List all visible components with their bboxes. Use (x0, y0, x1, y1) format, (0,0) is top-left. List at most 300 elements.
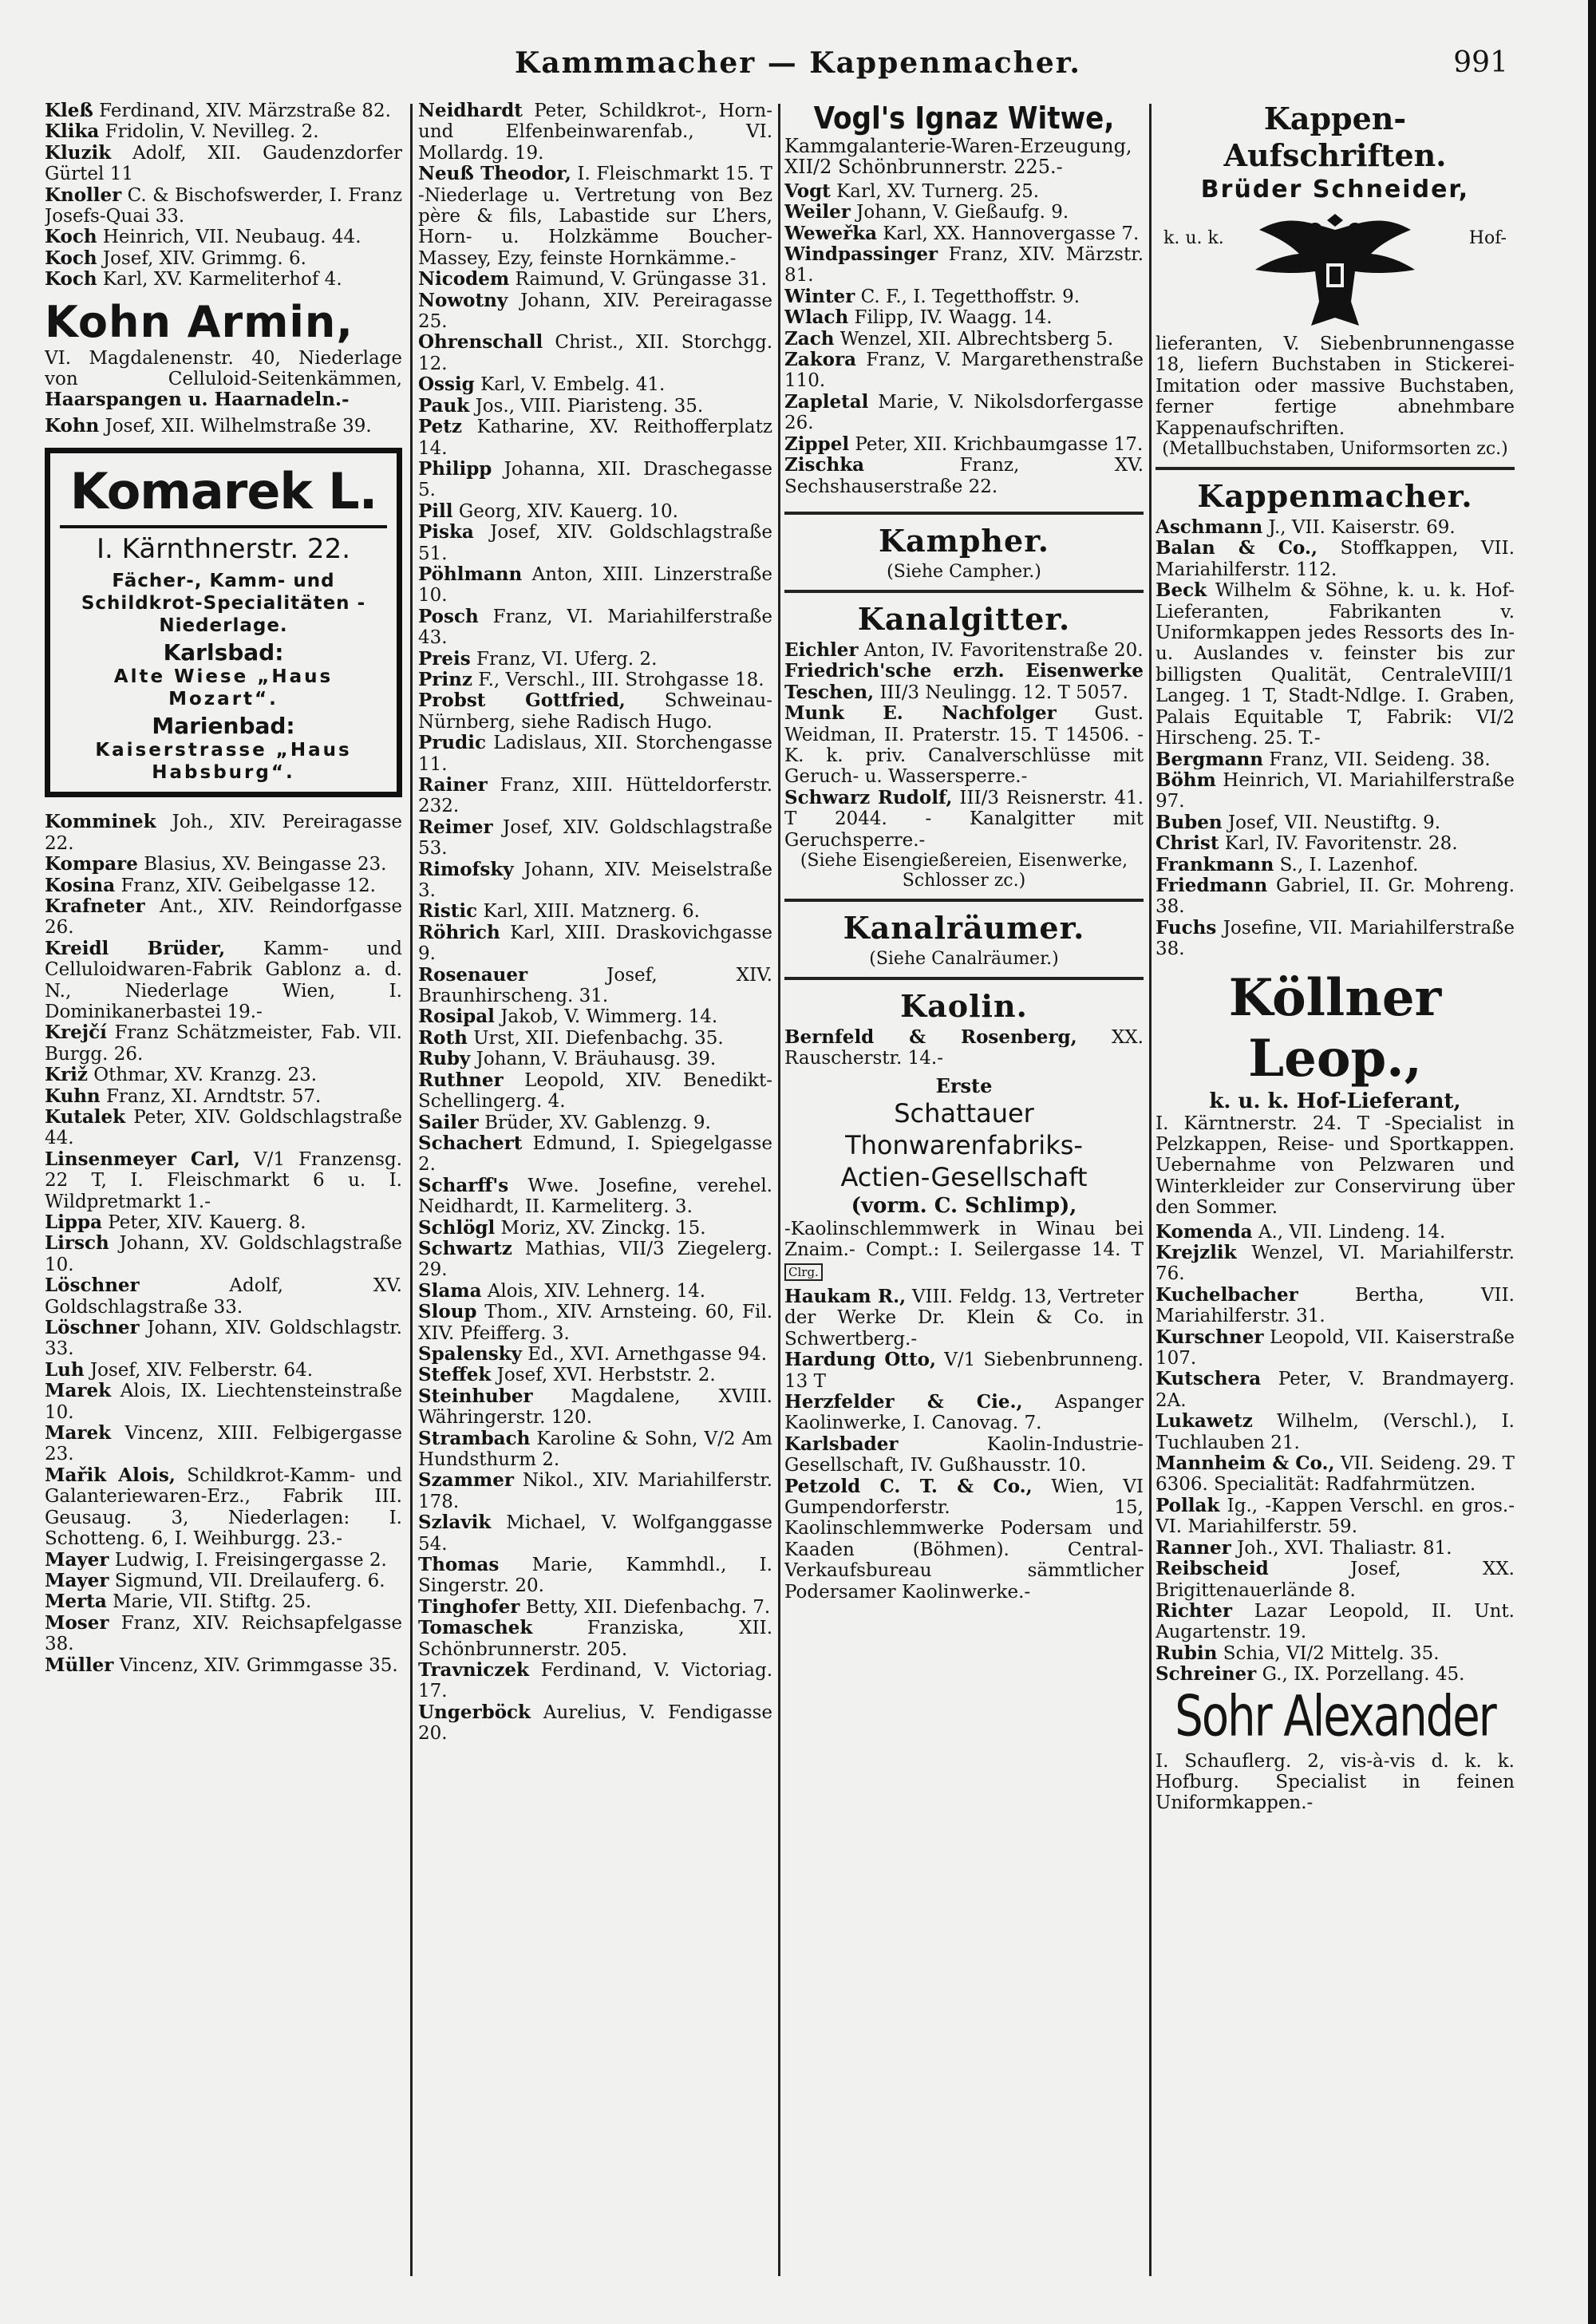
entry-text: Christ., XII. Storchgg. 12. (418, 332, 772, 374)
entry-text: Heinrich, VI. Mariahilferstraße 97. (1156, 769, 1515, 812)
entry-text: Josef, XIV. Felberstr. 64. (89, 1359, 314, 1381)
entry-name: Marek (45, 1422, 112, 1445)
section-title-kappenmacher: Kappenmacher. (1197, 478, 1473, 515)
directory-entry (1156, 1369, 1515, 1411)
directory-entry (45, 1655, 402, 1676)
entry-name: Strambach (418, 1427, 531, 1449)
entry-text: Marie, Kammhdl., I. Singerstr. 20. (418, 1555, 772, 1597)
entry-name: Hardung Otto, (784, 1349, 936, 1371)
entry-text: J., VII. Kaiserstr. 69. (1268, 517, 1456, 539)
entry-name: Löschner (45, 1317, 140, 1339)
entry-name: Reibscheid (1156, 1558, 1269, 1580)
entry-text: Lazar Leopold, II. Unt. Augartenstr. 19. (1156, 1600, 1515, 1643)
ad-line: Schildkrot-Specialitäten - Niederlage. (81, 593, 366, 637)
directory-entry (418, 649, 772, 670)
column-rule (778, 104, 780, 2276)
entry-name: Zapletal (784, 390, 869, 413)
directory-entry (418, 1218, 772, 1239)
directory-entry (418, 1176, 772, 1218)
entry-text: Wwe. Josefine, verehel. Neidhardt, II. Karmeliterg. 3. (418, 1175, 772, 1218)
entry-text: III/3 Reisnerstr. 41. T 2044. - Kanalgitter mit Geruchsperre.- (784, 787, 1144, 851)
directory-entry (45, 1022, 402, 1065)
directory-entry (1156, 855, 1515, 875)
entry-text: Nikol., XIV. Mariahilferstr. 178. (418, 1470, 772, 1512)
entry-text: VII. Seideng. 29. T 6306. Specialität: Radfahrmützen. (1156, 1453, 1515, 1496)
entry-list (45, 101, 402, 290)
directory-entry (1156, 812, 1515, 833)
entry-text: Peter, XIV. Goldschlagstraße 44. (45, 1106, 402, 1149)
directory-entry (418, 1386, 772, 1429)
entry-text: Schildkrot-Kamm- und Galanteriewaren-Erz., Fabrik III. Geusaug. 3, Niederlagen: I. Schotteng. 6, I. Weihburgg. 23.- (45, 1464, 402, 1550)
directory-entry (45, 101, 402, 121)
directory-entry (1156, 770, 1515, 812)
entry-text: Franz, XI. Arndtstr. 57. (105, 1085, 322, 1107)
entry-name: Ranner (1156, 1536, 1231, 1559)
entry-name: Bergmann (1156, 748, 1263, 770)
entry-name: Löschner (45, 1275, 140, 1297)
directory-entry (418, 1429, 772, 1471)
entry-name: Komminek (45, 811, 156, 833)
entry-text: Karl, XV. Turnerg. 25. (836, 180, 1040, 202)
directory-entry (418, 1049, 772, 1069)
entry-name: Neidhardt (418, 101, 523, 121)
ad-line: (vorm. C. Schlimp), (851, 1193, 1077, 1218)
entry-text: Fridolin, V. Nevilleg. 2. (105, 121, 319, 143)
entry-name: Mayer (45, 1569, 109, 1591)
directory-entry (45, 1360, 402, 1381)
directory-entry (1156, 1664, 1515, 1685)
directory-entry (418, 501, 772, 522)
entry-text: Franz, VI. Uferg. 2. (476, 648, 658, 670)
entry-text: Joh., XVI. Thaliastr. 81. (1237, 1537, 1452, 1559)
ad-firm-name: Brüder Schneider, (1200, 176, 1470, 204)
section-note: (Siehe Campher.) (887, 561, 1041, 582)
entry-text: Ferdinand, XIV. Märzstraße 82. (99, 101, 391, 121)
entry-name: Steinhuber (418, 1385, 533, 1407)
ad-hof: Hof- (1468, 228, 1507, 248)
entry-text: Vincenz, XIII. Felbigergasse 23. (45, 1423, 402, 1465)
directory-entry (45, 1465, 402, 1550)
entry-name: Zippel (784, 433, 850, 455)
entry-text: F., Verschl., III. Strohgasse 18. (478, 669, 764, 690)
kohn-armin-ad (45, 297, 402, 411)
entry-list (45, 812, 402, 1676)
entry-name: Slama (418, 1279, 482, 1302)
entry-list (784, 1286, 1144, 1603)
directory-entry (45, 416, 402, 437)
entry-text: Gust. Weidman, II. Praterstr. 15. T 14506. - K. k. priv. Canalverschlüsse mit Geruch- u. Wassersperre.- (784, 703, 1144, 788)
ad-note: (Metallbuchstaben, Uniformsorten zc.) (1162, 439, 1508, 460)
entry-text: Johann, XIV. Meiselstraße 3. (418, 859, 772, 902)
entry-text: Alois, IX. Liechtensteinstraße 10. (45, 1381, 402, 1423)
directory-entry (418, 923, 772, 965)
entry-name: Szammer (418, 1469, 514, 1492)
entry-text: Josef, XII. Wilhelmstraße 39. (105, 415, 372, 437)
entry-name: Linsenmeyer Carl, (45, 1148, 240, 1170)
entry-name: Friedmann (1156, 874, 1268, 896)
directory-entry (418, 1555, 772, 1597)
ad-city-text: Alte Wiese „Haus Mozart“. (113, 666, 334, 710)
entry-name: Merta (45, 1591, 107, 1613)
entry-name: Haukam R., (784, 1286, 907, 1307)
entry-text: Karl, XIII. Draskovichgasse 9. (418, 922, 772, 965)
entry-text: Karl, XIII. Matznerg. 6. (483, 901, 700, 923)
directory-entry (418, 607, 772, 649)
entry-name: Scharff's (418, 1174, 509, 1196)
directory-entry (1156, 1643, 1515, 1664)
entry-name: Pollak (1156, 1494, 1220, 1516)
ad-firm-name: Köllner Leop., (1228, 967, 1442, 1089)
directory-entry (1156, 918, 1515, 960)
entry-text: Heinrich, VII. Neubaug. 44. (102, 227, 361, 248)
directory-entry (1156, 1559, 1515, 1601)
entry-text: Johann, XV. Goldschlagstraße 10. (45, 1233, 402, 1275)
directory-entry (418, 775, 772, 817)
ad-line: Schattauer Thonwarenfabriks- (845, 1097, 1083, 1160)
entry-name: Schachert (418, 1132, 523, 1154)
directory-entry (1156, 1411, 1515, 1453)
entry-text: Moriz, XV. Zinckg. 15. (500, 1217, 706, 1239)
entry-name: Kosina (45, 874, 116, 896)
entry-text: Schia, VI/2 Mittelg. 35. (1223, 1642, 1440, 1664)
directory-entry (45, 1318, 402, 1360)
directory-entry (1156, 749, 1515, 770)
entry-name: Kohn (45, 414, 100, 437)
entry-name: Pöhlmann (418, 563, 523, 585)
entry-text: Raimund, V. Grüngasse 31. (515, 269, 767, 290)
ad-firm-name: Sohr Alexander (1175, 1684, 1495, 1749)
directory-entry (418, 374, 772, 395)
section-title-kaolin: Kaolin. (900, 987, 1028, 1024)
sohr-ad (1156, 1684, 1515, 1814)
entry-name: Prinz (418, 668, 472, 690)
entry-text: Josefine, VII. Mariahilferstraße 38. (1156, 917, 1515, 960)
entry-name: Bernfeld & Rosenberg, (784, 1026, 1077, 1048)
entry-text: Sigmund, VII. Dreilauferg. 6. (114, 1570, 385, 1591)
ad-kuk: k. u. k. (1163, 228, 1224, 248)
entry-text: Aspanger Kaolinwerke, I. Canovag. 7. (784, 1392, 1144, 1434)
ad-city: Karlsbad: (163, 639, 284, 666)
entry-name: Lippa (45, 1211, 102, 1233)
entry-text: Othmar, XV. Kranzg. 23. (93, 1065, 318, 1086)
entry-text: Leopold, XIV. Benedikt-Schellingerg. 4. (418, 1069, 772, 1113)
entry-name: Krafneter (45, 895, 145, 917)
entry-name: Nowotny (418, 289, 508, 311)
entry-name: Vogt (784, 180, 831, 202)
directory-entry (418, 1597, 772, 1618)
entry-name: Petzold C. T. & Co., (784, 1475, 1033, 1497)
entry-text: Franz, V. Margarethenstraße 110. (784, 350, 1144, 392)
entry-text: Mathias, VII/3 Ziegelerg. 29. (418, 1238, 772, 1281)
directory-entry (418, 1302, 772, 1344)
entry-name: Mannheim & Co., (1156, 1452, 1335, 1475)
entry-name: Ruby (418, 1048, 471, 1070)
entry-name: Zischka (784, 454, 865, 476)
entry-text: Anton, IV. Favoritenstraße 20. (863, 639, 1144, 661)
entry-text: Marie, V. Nikolsdorfergasse 26. (784, 391, 1144, 434)
directory-entry (418, 1113, 772, 1133)
entry-name: Sailer (418, 1111, 479, 1133)
entry-text: Magdalene, XVIII. Währingerstr. 120. (418, 1385, 772, 1429)
entry-name: Sloup (418, 1301, 477, 1323)
directory-entry (45, 1591, 402, 1612)
entry-list (1156, 1222, 1515, 1686)
entry-text: Franziska, XII. Schönbrunnerstr. 205. (418, 1618, 772, 1660)
double-headed-eagle-icon (1243, 206, 1427, 334)
directory-entry (784, 434, 1144, 455)
entry-name: Pill (418, 500, 453, 522)
directory-entry (418, 670, 772, 690)
section-divider (784, 512, 1144, 515)
entry-list (784, 1027, 1144, 1069)
entry-name: Szlavik (418, 1512, 492, 1534)
ad-erste: Erste (935, 1073, 993, 1097)
ad-city-text: Kaiserstrasse „Haus Habsburg“. (95, 740, 352, 784)
entry-text: Peter, V. Brandmayerg. 2A. (1156, 1369, 1515, 1411)
entry-name: Wlach (784, 306, 849, 329)
entry-text: A., VII. Lindeng. 14. (1258, 1221, 1446, 1243)
entry-text: Josef, XIV. Braunhirscheng. 31. (418, 964, 772, 1007)
entry-name: Nicodem (418, 268, 510, 290)
entry-name: Rimofsky (418, 858, 514, 880)
directory-entry (45, 896, 402, 939)
directory-entry (418, 1028, 772, 1049)
directory-entry (418, 417, 772, 459)
entry-text: Thom., XIV. Arnsteing. 60, Fil. XIV. Pfeifferg. 3. (418, 1302, 772, 1344)
entry-name: Preis (418, 647, 471, 670)
ad-text: lieferanten, V. Siebenbrunnengasse 18, liefern Buchstaben in Stickerei-Imitation oder massive Buchstaben, ferner fertige abnehmbare Kappenaufschriften. (1156, 334, 1515, 439)
entry-text: Anton, XIII. Linzerstraße 10. (418, 563, 772, 607)
entry-name: Kurschner (1156, 1326, 1264, 1348)
entry-text: Wenzel, VI. Mariahilferstr. 76. (1156, 1243, 1515, 1285)
entry-text: Betty, XII. Diefenbachg. 7. (525, 1596, 771, 1618)
entry-name: Knoller (45, 184, 122, 206)
entry-name: Aschmann (1156, 516, 1263, 539)
directory-entry (45, 1212, 402, 1233)
entry-list (784, 181, 1144, 497)
directory-entry (418, 1006, 772, 1027)
directory-entry (45, 939, 402, 1023)
directory-entry (418, 965, 772, 1007)
kappen-aufschriften-ad (1156, 101, 1515, 459)
directory-entry (1156, 1222, 1515, 1243)
entry-name: Kleß (45, 101, 93, 121)
entry-text: Alois, XIV. Lehnerg. 14. (487, 1280, 706, 1302)
section-title-kampher: Kampher. (879, 522, 1049, 559)
directory-entry (418, 1702, 772, 1745)
entry-name: Kutschera (1156, 1368, 1262, 1390)
directory-entry (418, 564, 772, 607)
entry-name: Schreiner (1156, 1663, 1257, 1686)
directory-entry (45, 812, 402, 854)
entry-text: Ed., XVI. Arnethgasse 94. (527, 1343, 768, 1365)
ad-text: -Kaolinschlemmwerk in Winau bei Znaim.- Compt.: I. Seilergasse 14. T (784, 1218, 1144, 1261)
directory-entry (45, 227, 402, 247)
entry-name: Mayer (45, 1548, 109, 1571)
directory-entry (1156, 1538, 1515, 1559)
entry-text: Katharine, XV. Reithofferplatz 14. (418, 417, 772, 459)
directory-entry (418, 290, 772, 333)
ad-text: VI. Magdalenenstr. 40, Niederlage von Celluloid-Seitenkämmen, (45, 347, 402, 390)
directory-entry (45, 143, 402, 185)
entry-text: Josef, XIV. Grimmg. 6. (102, 247, 306, 269)
entry-text: Franz, XV. Sechshauserstraße 22. (784, 455, 1144, 497)
directory-entry (45, 1423, 402, 1465)
ad-text: Kammgalanterie-Waren-Erzeugung, XII/2 Schönbrunnerstr. 225.- (784, 135, 1132, 179)
directory-entry (784, 703, 1144, 788)
entry-text: Franz, XIV. Geibelgasse 12. (120, 875, 376, 896)
entry-text: Blasius, XV. Beingasse 23. (144, 854, 387, 875)
ad-text: I. Schauflerg. 2, vis-à-vis d. k. k. Hofburg. Specialist in feinen Uniformkappen.- (1156, 1750, 1515, 1814)
entry-text: Josef, XX. Brigittenauerlände 8. (1156, 1559, 1515, 1601)
directory-entry (418, 1470, 772, 1512)
entry-name: Richter (1156, 1599, 1232, 1622)
clearing-badge: Clrg. (784, 1263, 823, 1281)
entry-name: Klika (45, 121, 100, 143)
entry-name: Weiler (784, 201, 851, 223)
entry-name: Roth (418, 1026, 468, 1049)
directory-entry (1156, 538, 1515, 580)
directory-entry (784, 392, 1144, 434)
entry-text: Karoline & Sohn, V/2 Am Hundsthurm 2. (418, 1428, 772, 1470)
entry-name: Ossig (418, 374, 475, 396)
directory-entry (784, 181, 1144, 202)
entry-name: Karlsbader (784, 1433, 899, 1455)
entry-text: Josef, XIV. Goldschlagstraße 51. (418, 522, 772, 564)
directory-entry (418, 1618, 772, 1660)
schattau-ad (784, 1074, 1144, 1282)
entry-name: Krejzlik (1156, 1242, 1237, 1263)
entry-text: Schweinau-Nürnberg, siehe Radisch Hugo. (418, 690, 772, 733)
entry-list (784, 640, 1144, 851)
page-header (0, 43, 1596, 91)
entry-text: Georg, XIV. Kauerg. 10. (458, 500, 678, 522)
entry-name: Ohrenschall (418, 331, 543, 354)
entry-name: Steffek (418, 1364, 492, 1386)
entry-text: Josef, VII. Neustiftg. 9. (1227, 812, 1441, 833)
entry-name: Thomas (418, 1554, 500, 1576)
directory-entry (1156, 833, 1515, 854)
directory-entry (1156, 1327, 1515, 1370)
entry-text: Josef, XVI. Herbststr. 2. (496, 1365, 716, 1386)
entry-text: VIII. Feldg. 13, Vertreter der Werke Dr. Klein & Co. in Schwertberg.- (784, 1286, 1144, 1350)
entry-name: Ungerböck (418, 1701, 531, 1723)
ad-firm-name: Vogl's Ignaz Witwe, (813, 101, 1115, 136)
entry-name: Koch (45, 247, 97, 269)
directory-entry (45, 248, 402, 269)
directory-entry (1156, 1285, 1515, 1327)
column-rule (410, 104, 413, 2276)
entry-name: Tomaschek (418, 1617, 533, 1639)
directory-entry (784, 329, 1144, 350)
directory-entry (45, 1613, 402, 1655)
entry-text: Peter, XIV. Kauerg. 8. (108, 1212, 306, 1233)
entry-text: V/1 Franzensg. 22 T, I. Fleischmarkt 6 u. I. Wildpretmarkt 1.- (45, 1148, 402, 1212)
entry-text: Wien, VI Gumpendorferstr. 15, Kaolinschlemmwerke Podersam und Kaaden (Böhmen). Central-Verkaufsbureau sämmtlicher Podersamer Kaolinwerke.- (784, 1476, 1144, 1603)
page-header-title: Kammmacher — Kappenmacher. (515, 46, 1081, 80)
entry-text: Filipp, IV. Waagg. 14. (854, 307, 1053, 329)
directory-entry (418, 1365, 772, 1385)
entry-text: Adolf, XV. Goldschlagstraße 33. (45, 1275, 402, 1318)
entry-name: Kuchelbacher (1156, 1283, 1298, 1306)
directory-entry (418, 733, 772, 775)
entry-text: I. Fleischmarkt 15. T -Niederlage u. Vertretung von Bez père & fils, Labastide sur L’hers, Horn- u. Holzkämme Boucher-Massey, Ezy, feinste Hornkämme.- (418, 164, 772, 269)
entry-text: Leopold, VII. Kaiserstraße 107. (1156, 1326, 1515, 1370)
entry-text: Franz, XIII. Hütteldorferstr. 232. (418, 775, 772, 817)
ad-firm-name: Komarek L. (69, 462, 377, 521)
entry-name: Kreidl Brüder, (45, 937, 226, 959)
directory-entry (784, 788, 1144, 851)
page-number: 991 (1453, 46, 1508, 79)
directory-entry (418, 522, 772, 564)
directory-entry (784, 244, 1144, 287)
entry-list (1156, 517, 1515, 960)
directory-entry (418, 269, 772, 290)
directory-entry (784, 350, 1144, 392)
ad-firm-name: Kohn Armin, (45, 296, 354, 347)
entry-name: Schwartz (418, 1237, 512, 1259)
section-divider (784, 899, 1144, 902)
entry-text: Ferdinand, V. Victoriag. 17. (418, 1660, 772, 1702)
entry-name: Komenda (1156, 1220, 1253, 1243)
directory-entry (784, 640, 1144, 661)
ad-text: I. Kärntnerstr. 24. T -Specialist in Pelzkappen, Reise- und Sportkappen. Uebernahme von Pelzwaren und Winterkleider zur Conservirung über den Sommer. (1156, 1113, 1515, 1219)
directory-entry (45, 875, 402, 896)
ad-line: Fächer-, Kamm- und (112, 571, 335, 592)
entry-name: Kompare (45, 853, 138, 875)
entry-list (418, 101, 772, 1745)
entry-text: Franz, VI. Mariahilferstraße 43. (418, 606, 772, 649)
directory-entry (45, 1275, 402, 1318)
entry-text: Urst, XII. Diefenbachg. 35. (473, 1027, 724, 1049)
directory-entry (784, 307, 1144, 328)
section-note: (Siehe Canalräumer.) (869, 948, 1059, 969)
entry-text: Franz, VII. Seideng. 38. (1269, 749, 1491, 770)
ad-title: Kappen-Aufschriften. (1223, 101, 1447, 173)
entry-text: Wenzel, XII. Albrechtsberg 5. (839, 328, 1114, 350)
directory-entry (45, 185, 402, 227)
entry-text: III/3 Neulingg. 12. T 5057. (879, 682, 1128, 703)
directory-entry (418, 1660, 772, 1702)
entry-text: Franz, XIV. Märzstr. 81. (784, 244, 1144, 287)
entry-name: Fuchs (1156, 916, 1217, 939)
entry-list (45, 416, 402, 437)
directory-entry (418, 1133, 772, 1176)
entry-text: Karl, IV. Favoritenstr. 28. (1224, 833, 1458, 855)
entry-name: Zakora (784, 349, 856, 371)
entry-name: Schlögl (418, 1216, 496, 1239)
directory-entry (418, 101, 772, 164)
entry-name: Lirsch (45, 1232, 109, 1255)
entry-name: Neuß Theodor, (418, 163, 571, 185)
directory-entry (45, 1233, 402, 1275)
entry-name: Pauk (418, 394, 470, 417)
entry-text: Franz Schätzmeister, Fab. VII. Burgg. 26. (45, 1022, 402, 1065)
entry-text: S., I. Lazenhof. (1279, 854, 1419, 875)
entry-text: Aurelius, V. Fendigasse 20. (418, 1702, 772, 1745)
entry-name: Tinghofer (418, 1595, 520, 1618)
entry-name: Marek (45, 1380, 112, 1402)
entry-text: Ladislaus, XII. Storchengasse 11. (418, 733, 772, 775)
entry-text: Johann, V. Bräuhausg. 39. (476, 1049, 717, 1070)
entry-name: Koch (45, 226, 97, 248)
entry-name: Zach (784, 327, 835, 350)
directory-entry (418, 690, 772, 733)
directory-entry (784, 1286, 1144, 1350)
directory-entry (418, 164, 772, 269)
koellner-ad (1156, 968, 1515, 1219)
directory-entry (418, 1344, 772, 1365)
